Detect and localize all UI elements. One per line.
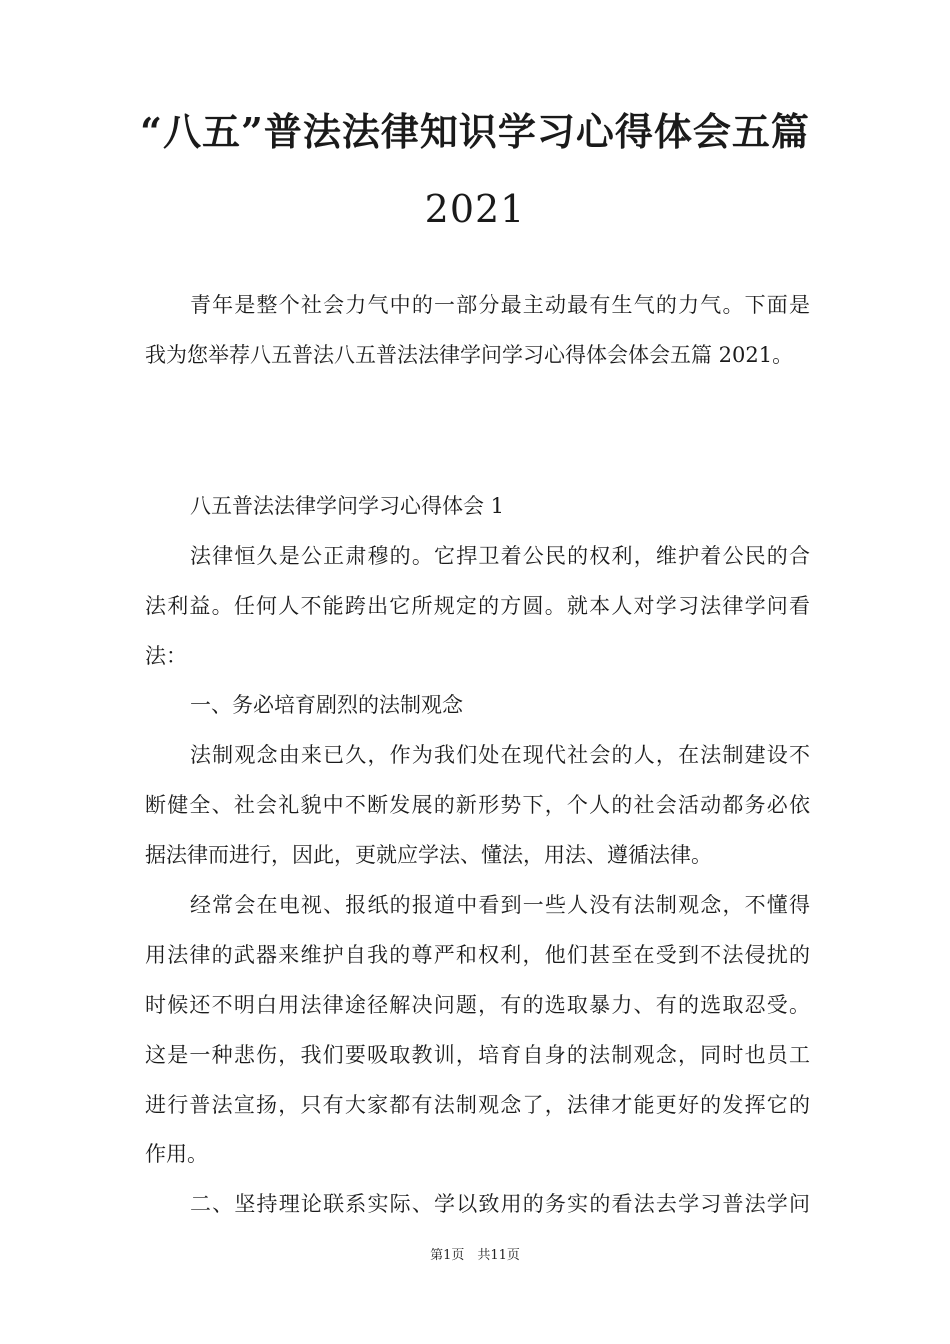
body-line: 法利益。任何人不能跨出它所规定的方圆。就本人对学习法律学问看 bbox=[145, 594, 810, 618]
body-line: 法制观念由来已久，作为我们处在现代社会的人，在法制建设不 bbox=[190, 743, 810, 767]
body-line: 据法律而进行，因此，更就应学法、懂法，用法、遵循法律。 bbox=[145, 843, 712, 867]
body-line: 经常会在电视、报纸的报道中看到一些人没有法制观念，不懂得 bbox=[190, 893, 810, 917]
document-title-year: 2021 bbox=[424, 187, 526, 231]
body-line: 二、坚持理论联系实际、学以致用的务实的看法去学习普法学问 bbox=[190, 1192, 810, 1216]
body-line: 作用。 bbox=[145, 1142, 208, 1166]
body-line: 法律恒久是公正肃穆的。它捍卫着公民的权利，维护着公民的合 bbox=[190, 544, 810, 568]
body-line: 这是一种悲伤，我们要吸取教训，培育自身的法制观念，同时也员工 bbox=[145, 1043, 810, 1067]
body-line: 我为您举荐八五普法八五普法法律学问学习心得体会体会五篇 2021。 bbox=[145, 343, 794, 367]
body-line: 八五普法法律学问学习心得体会 1 bbox=[190, 494, 505, 518]
body-line: 断健全、社会礼貌中不断发展的新形势下，个人的社会活动都务必依 bbox=[145, 793, 810, 817]
body-line: 法： bbox=[145, 644, 187, 668]
body-line: 用法律的武器来维护自我的尊严和权利，他们甚至在受到不法侵扰的 bbox=[145, 943, 810, 967]
document-title: “八五”普法法律知识学习心得体会五篇 bbox=[140, 109, 810, 154]
body-line: 进行普法宣扬，只有大家都有法制观念了，法律才能更好的发挥它的 bbox=[145, 1093, 810, 1117]
body-line: 青年是整个社会力气中的一部分最主动最有生气的力气。下面是 bbox=[190, 293, 810, 317]
body-line: 时候还不明白用法律途径解决问题，有的选取暴力、有的选取忍受。 bbox=[145, 993, 810, 1017]
body-line: 一、务必培育剧烈的法制观念 bbox=[190, 693, 463, 717]
page-footer: 第1页 共11页 bbox=[430, 1248, 520, 1263]
